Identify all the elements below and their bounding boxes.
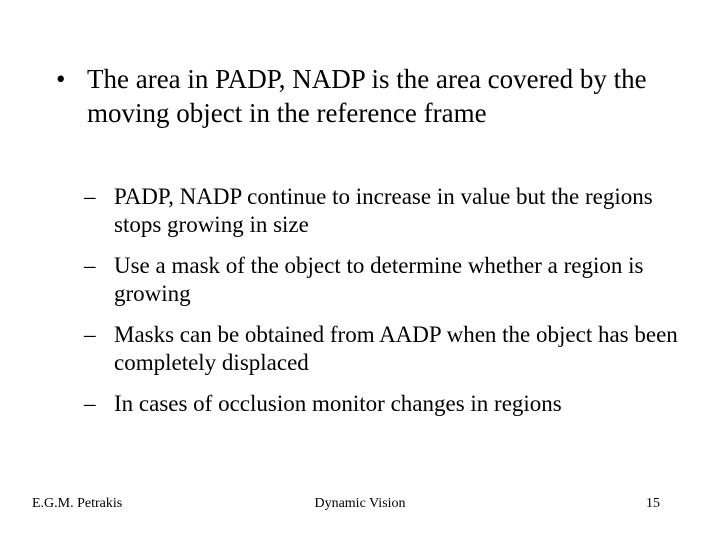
footer-page-number: 15 [646,496,660,511]
dash-marker: – [84,322,96,347]
sub-bullet-text: PADP, NADP continue to increase in value but the regions stops growing in size [114,184,653,237]
sub-bullet-text: In cases of occlusion monitor changes in regions [114,391,562,416]
bullet-marker: • [56,64,66,94]
footer-author: E.G.M. Petrakis [32,496,123,511]
main-bullet-text: The area in PADP, NADP is the area covered by the moving object in the reference frame [87,64,647,128]
footer-title: Dynamic Vision [314,496,406,511]
dash-marker: – [84,253,96,278]
sub-bullet-list [84,183,684,431]
sub-bullet-1 [84,183,684,239]
sub-bullet-text: Use a mask of the object to determine whether a region is growing [114,253,644,306]
sub-bullet-4 [84,390,684,418]
main-bullet [56,62,676,130]
sub-bullet-text: Masks can be obtained from AADP when the object has been completely displaced [114,322,678,375]
sub-bullet-2 [84,252,684,308]
sub-bullet-3 [84,321,684,377]
dash-marker: – [84,391,96,416]
dash-marker: – [84,184,96,209]
